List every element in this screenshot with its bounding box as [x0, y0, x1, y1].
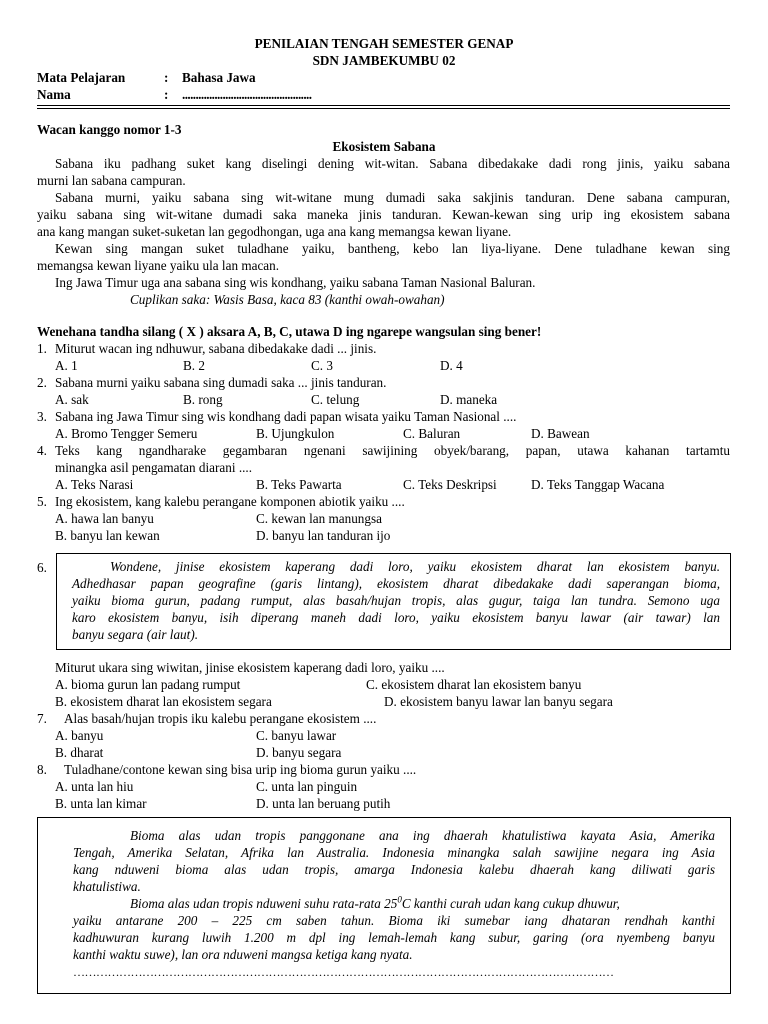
question-text: Tuladhane/contone kewan sing bisa urip ing bioma gurun yaiku ....	[64, 762, 417, 777]
option-c[interactable]: C. unta lan pinguin	[256, 779, 358, 794]
reading-line: ana kang mangan suket-suketan lan gegodhongan, uga ana kang memangsa kewan liyane.	[37, 224, 512, 239]
header-rule-top	[37, 105, 730, 106]
option-b[interactable]: B. Teks Pawarta	[256, 477, 342, 492]
box9-line: Bioma alas udan tropis panggonane ana ing dhaerah khatulistiwa kayata Asia, Amerika	[130, 828, 715, 843]
box6-line: Wondene, jinise ekosistem kaperang dadi loro, yaiku ekosistem dharat lan ekosistem banyu.	[110, 559, 720, 574]
option-a[interactable]: A. hawa lan banyu	[55, 511, 154, 526]
question-number: 7.	[37, 711, 47, 726]
option-c[interactable]: C. kewan lan manungsa	[256, 511, 382, 526]
question-number: 5.	[37, 494, 47, 509]
option-d[interactable]: D. Teks Tanggap Wacana	[531, 477, 665, 492]
question-number: 1.	[37, 341, 47, 356]
question-number: 6.	[37, 560, 47, 575]
option-c[interactable]: C. ekosistem dharat lan ekosistem banyu	[366, 677, 582, 692]
option-d[interactable]: D. Bawean	[531, 426, 590, 441]
box9-line: Tengah, Amerika Selatan, Afrika lan Australia. Indonesia minangka salah sawijine negara ing Asia	[73, 845, 715, 860]
option-a[interactable]: A. banyu	[55, 728, 104, 743]
reading-citation: Cuplikan saka: Wasis Basa, kaca 83 (kanthi owah-owahan)	[130, 292, 445, 307]
box6-line: karo ekosistem banyu, isih diperang maneh dadi loro, yaiku ekosistem banyu lawar (air tawar) lan	[72, 610, 720, 625]
question-number: 4.	[37, 443, 47, 458]
instruction: Wenehana tandha silang ( X ) aksara A, B, C, utawa D ing ngarepe wangsulan sing bener!	[37, 324, 542, 339]
question-text: Sabana ing Jawa Timur sing wis kondhang dadi papan wisata yaiku Taman Nasional ....	[55, 409, 517, 424]
question-text: Teks kang ngandharake gegambaran ngenani sawijining obyek/barang, papan, utawa kahanan tartamtu	[55, 443, 730, 458]
option-d[interactable]: D. 4	[440, 358, 463, 373]
name-label: Nama	[37, 87, 71, 102]
reading-title: Ekosistem Sabana	[332, 139, 436, 154]
reading-line: Sabana murni, yaiku sabana sing wit-witane mung dumadi saka sakjinis tanduran. Dene sabana campuran,	[55, 190, 730, 205]
option-c[interactable]: C. telung	[311, 392, 360, 407]
option-c[interactable]: C. 3	[311, 358, 333, 373]
option-a[interactable]: A. sak	[55, 392, 89, 407]
option-b[interactable]: B. dharat	[55, 745, 104, 760]
option-b[interactable]: B. banyu lan kewan	[55, 528, 160, 543]
box9-line: yaiku antarane 200 – 225 cm saben tahun. Bioma iki sumebar iang dhataran rendhah kanthi	[73, 913, 715, 928]
exam-title: PENILAIAN TENGAH SEMESTER GENAP	[254, 36, 514, 51]
option-b[interactable]: B. rong	[183, 392, 223, 407]
option-b[interactable]: B. unta lan kimar	[55, 796, 147, 811]
box9-line: kanthi waktu suwe), lan ora nduweni mangsa ketiga kang nyata.	[73, 947, 413, 962]
box9-line: khatulistiwa.	[73, 879, 141, 894]
option-d[interactable]: D. ekosistem banyu lawar lan banyu segara	[384, 694, 613, 709]
option-c[interactable]: C. Teks Deskripsi	[403, 477, 497, 492]
option-b[interactable]: B. ekosistem dharat lan ekosistem segara	[55, 694, 272, 709]
option-d[interactable]: D. banyu lan tanduran ijo	[256, 528, 391, 543]
option-a[interactable]: A. unta lan hiu	[55, 779, 134, 794]
reading-line: yaiku sabana sing wit-witane dumadi saka maneka jinis tanduran. Kewan-kewan sing urip ing ekosistem sabana	[37, 207, 730, 222]
question-number: 2.	[37, 375, 47, 390]
option-a[interactable]: A. 1	[55, 358, 78, 373]
reading-line: murni lan sabana campuran.	[37, 173, 186, 188]
box6-line: Adhedhasar papan geografine (garis lintang), ekosistem dharat dibedakake dadi saperangan bioma,	[72, 576, 720, 591]
question-text: Sabana murni yaiku sabana sing dumadi saka ... jinis tanduran.	[55, 375, 387, 390]
name-colon: :	[164, 87, 169, 102]
reading-line: Kewan sing mangan suket tuladhane yaiku, bantheng, kebo lan liya-liyane. Dene tuladhane kewan sing	[55, 241, 730, 256]
box9-line: kadhuwuran kurang luwih 1.200 m dpl ing lemah-lemah kang subur, garing (ora nyembeng banyu	[73, 930, 715, 945]
box6-line: banyu segara (air laut).	[72, 627, 199, 642]
degree-superscript: 0	[397, 894, 402, 905]
question-number: 8.	[37, 762, 47, 777]
reading-line: Ing Jawa Timur uga ana sabana sing wis kondhang, yaiku sabana Taman Nasional Baluran.	[55, 275, 536, 290]
school-name: SDN JAMBEKUMBU 02	[312, 53, 456, 68]
reading-line: memangsa kewan liyane yaiku ula lan macan.	[37, 258, 280, 273]
reading-line: Sabana iku padhang suket kang diselingi dening wit-witan. Sabana dibedakake dadi rong jinis, yaiku sabana	[55, 156, 730, 171]
subject-label: Mata Pelajaran	[37, 70, 126, 85]
name-field: ................................................	[182, 87, 312, 102]
question-text: Miturut ukara sing wiwitan, jinise ekosistem kaperang dadi loro, yaiku ....	[55, 660, 445, 675]
header-rule-bottom	[37, 108, 730, 109]
subject-value: Bahasa Jawa	[182, 70, 256, 85]
answer-dotted-line[interactable]: ……………………………………………………………………………………………………………………………	[73, 965, 614, 979]
question-text: Alas basah/hujan tropis iku kalebu perangane ekosistem ....	[64, 711, 377, 726]
question-number: 3.	[37, 409, 47, 424]
box9-line: Bioma alas udan tropis nduweni suhu rata-rata $25^0C$ kanthi curah udan kang cukup dhuwur,	[130, 894, 620, 911]
box9-line: kang nduweni bioma alas udan tropis, amarga Indonesia kalebu dhaerah kang diliwati garis	[73, 862, 715, 877]
question-text-cont: minangka asil pengamatan diarani ....	[55, 460, 253, 475]
option-d[interactable]: D. unta lan beruang putih	[256, 796, 391, 811]
subject-colon: :	[164, 70, 169, 85]
option-b[interactable]: B. 2	[183, 358, 205, 373]
option-a[interactable]: A. Teks Narasi	[55, 477, 134, 492]
option-b[interactable]: B. Ujungkulon	[256, 426, 335, 441]
option-d[interactable]: D. banyu segara	[256, 745, 342, 760]
option-a[interactable]: A. Bromo Tengger Semeru	[55, 426, 198, 441]
option-d[interactable]: D. maneka	[440, 392, 498, 407]
reading-intro: Wacan kanggo nomor 1-3	[37, 122, 182, 137]
option-c[interactable]: C. Baluran	[403, 426, 461, 441]
box6-line: yaiku bioma gurun, padang rumput, alas basah/hujan tropis, alas gugur, taiga lan tundra. Semono uga	[72, 593, 720, 608]
option-c[interactable]: C. banyu lawar	[256, 728, 337, 743]
option-a[interactable]: A. bioma gurun lan padang rumput	[55, 677, 241, 692]
question-text: Miturut wacan ing ndhuwur, sabana dibedakake dadi ... jinis.	[55, 341, 377, 356]
question-text: Ing ekosistem, kang kalebu perangane komponen abiotik yaiku ....	[55, 494, 405, 509]
